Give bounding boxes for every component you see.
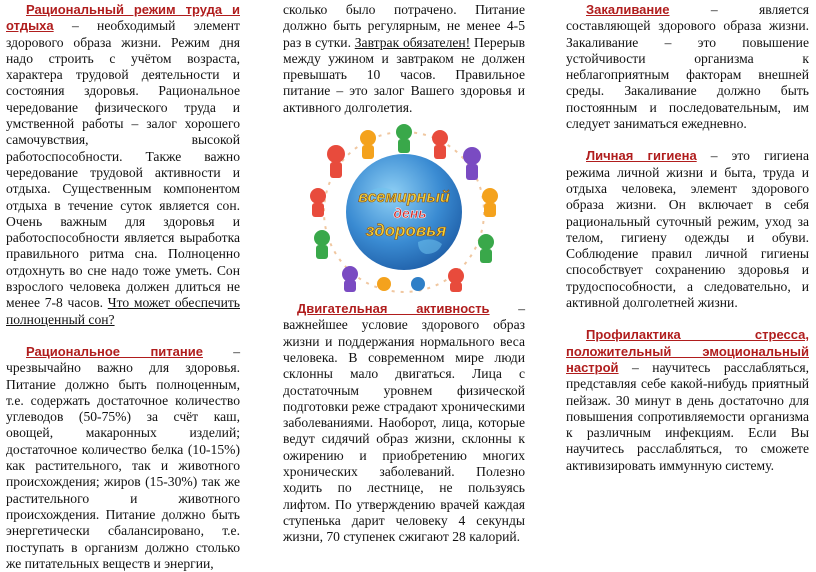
hardening-paragraph [566, 2, 809, 132]
hardening-text: – является составляющей здорового образа жизни. Закаливание – это повышение устойчивости организма к неблагоприятным факторам внешней среды. Закаливание должно быть постоянным и последовательным, им следует заниматься ежедневно. [566, 2, 809, 132]
hygiene-heading: Личная гигиена [586, 148, 697, 164]
regime-paragraph [6, 2, 240, 328]
stress-text: – научитесь расслабляться, представляя себе какой-нибудь приятный пейзаж. 30 минут в день достаточно для повышения сопротивляемости организма к различным инфекциям. Если Вы научитесь расслабляться, то сможете активизировать иммунную систему. [566, 359, 809, 473]
hygiene-paragraph [566, 148, 809, 311]
nutrition-cont-1: сколько было потрачено. Питание должно быть регулярным, не менее 4-5 раз в сутки. [283, 2, 525, 50]
world-health-day-image [306, 124, 502, 294]
stress-heading: Профилактика стресса, положительный эмоциональный настрой [566, 327, 809, 375]
globe-illustration [306, 124, 502, 294]
activity-paragraph [283, 301, 525, 545]
activity-heading: Двигательная активность [297, 301, 490, 317]
column-3 [566, 2, 809, 474]
activity-text: – важнейшее условие здорового образ жизни и поддержания нормального веса человека. В современном мире люди склонны мало двигаться. Лица с достаточным уровнем физической подготовки реже страдают хроническими заболеваниями. Наоборот, лица, которые ведут сидячий образ жизни, склонны к ожирению и приобретению многих хронических заболеваний. Полезно ходить по лестнице, не пользуясь лифтом. По утверждению врачей каждая ступенька дарит человеку 4 секунды жизни, 70 ступенек сжигают 28 калорий. [283, 301, 525, 545]
nutrition-heading: Рациональное питание [26, 343, 203, 359]
nutrition-text: – чрезвычайно важно для здоровья. Питание должно быть полноценным, т.е. содержать достаточное количество углеводов (50-75%) за счёт каш, овощей, макаронных изделий; достаточное количество белка (10-15%) как растительного, так и животного происхождения; жиров (15-30%) так же растительного и животного происхождения. Питание должно быть энергетически сбалансировано, т.е. поступать в организм должно столько же питательных веществ и энергии, [6, 343, 240, 571]
caption-line-1: всемирный [358, 189, 450, 207]
nutrition-continued [283, 2, 525, 116]
regime-question: Что может обеспечить полноценный сон? [6, 295, 240, 327]
hygiene-text: – это гигиена режима личной жизни и быта, труда и отдыха человека, элемент здорового образа жизни. Он включает в себя рациональный суточный режим, уход за телом, гигиену одежды и обуви. Соблюдение правил личной гигиены способствует сохранению здоровья и трудоспособности, а следовательно, и активной долголетней жизни. [566, 148, 809, 311]
stress-paragraph [566, 327, 809, 474]
nutrition-paragraph [6, 344, 240, 572]
regime-heading: Рациональный режим труда и отдыха [6, 2, 240, 34]
breakfast-note: Завтрак обязателен! [354, 34, 471, 50]
column-2 [283, 2, 525, 546]
caption-line-3: здоровья [365, 221, 447, 241]
hardening-heading: Закаливание [586, 2, 670, 17]
nutrition-cont-2: Перерыв между ужином и завтраком не должен превышать 10 часов. Правильное питание – это залог Вашего здоровья и активного долголетия. [283, 34, 525, 115]
regime-text: – необходимый элемент здорового образа жизни. Режим дня надо строить с учётом возраста, характера трудовой деятельности и состояния здоровья. Рациональное чередование физического труда и умственной работы – залог хорошего самочувствия, высокой работоспособности. Также важно чередование трудовой активности и отдыха. Существенным компонентом отдыха в течение суток является сон. Очень важным для здоровья и работоспособности является выработка правильного ритма сна. Полноценно отдохнуть во сне надо тоже уметь. Сон взрослого человека должен длиться не менее 7-8 часов. [6, 18, 240, 311]
caption-line-2: день [393, 205, 427, 222]
column-1 [6, 2, 240, 572]
